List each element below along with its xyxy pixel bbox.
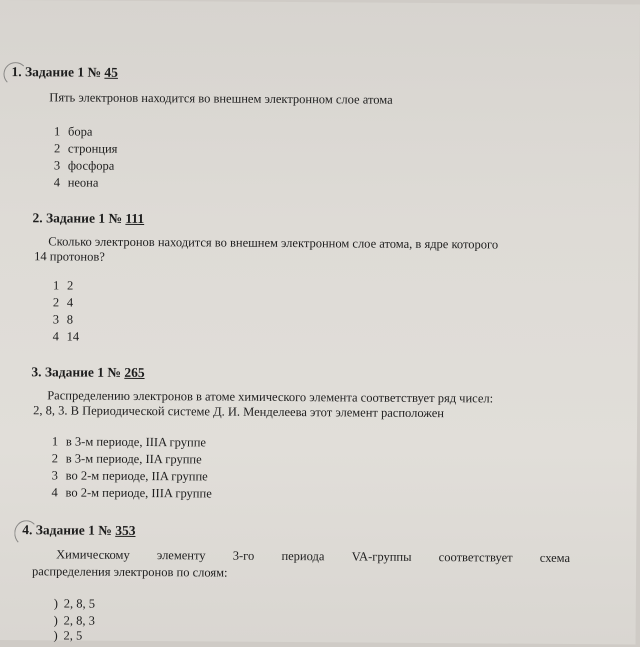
task-4-number-link[interactable]: 353 [115,522,136,538]
task-2-question [34,234,498,267]
task-1-option-1[interactable]: 1 бора [54,124,93,139]
question-line: Сколько электронов находится во внешнем электронном слое атома, в ядре которого [48,234,499,252]
task-4-option-2[interactable]: ) 2, 8, 3 [53,613,95,628]
question-line: 14 протонов? [34,249,105,264]
task-2-option-4[interactable]: 4 14 [52,329,80,344]
task-3-label: 3. Задание 1 № [31,364,125,380]
task-1-option-4[interactable]: 4 неона [53,175,99,190]
task-2-option-1[interactable]: 1 2 [52,278,74,293]
task-2-option-3[interactable]: 3 8 [52,312,74,327]
question-line: Распределению электронов в атоме химического элемента соответствует ряд чисел: [47,388,494,406]
task-1-header [11,64,118,81]
task-4-option-3[interactable]: ) 2, 5 [53,628,83,643]
task-3-header [31,364,144,381]
task-2-option-2[interactable]: 2 4 [52,295,74,310]
task-3-option-1[interactable]: 1 в 3-м периоде, IIIA группе [51,434,207,450]
task-4-label: 4. Задание 1 № [22,522,116,538]
question-line: Пять электронов находится во внешнем электронном слое атома [49,90,393,107]
task-1-label: 1. Задание 1 № [11,64,105,80]
question-line-justified: Химическому элементу 3-го периода VA-группы соответствует схема [56,547,571,565]
task-4-header [22,522,135,539]
question-line: 2, 8, 3. В Периодической системе Д. И. Менделеева этот элемент расположен [33,403,445,421]
task-4-question [32,547,570,583]
task-3-option-4[interactable]: 4 во 2-м периоде, IIIA группе [51,485,212,501]
task-3-option-3[interactable]: 3 во 2-м периоде, IIA группе [51,468,208,484]
task-1-option-3[interactable]: 3 фосфора [53,158,115,173]
task-2-header [32,210,144,227]
task-4-option-1[interactable]: ) 2, 8, 5 [53,596,96,611]
task-1-number-link[interactable]: 45 [104,64,119,80]
task-3-option-2[interactable]: 2 в 3-м периоде, IIA группе [51,451,202,467]
question-line: распределения электронов по слоям: [31,564,228,580]
task-1-question [49,90,392,107]
task-3-number-link[interactable]: 265 [124,364,145,381]
task-2-label: 2. Задание 1 № [32,210,126,226]
task-1-option-2[interactable]: 2 стронция [53,141,118,156]
task-2-number-link[interactable]: 111 [125,210,145,227]
task-3-question [33,388,493,421]
